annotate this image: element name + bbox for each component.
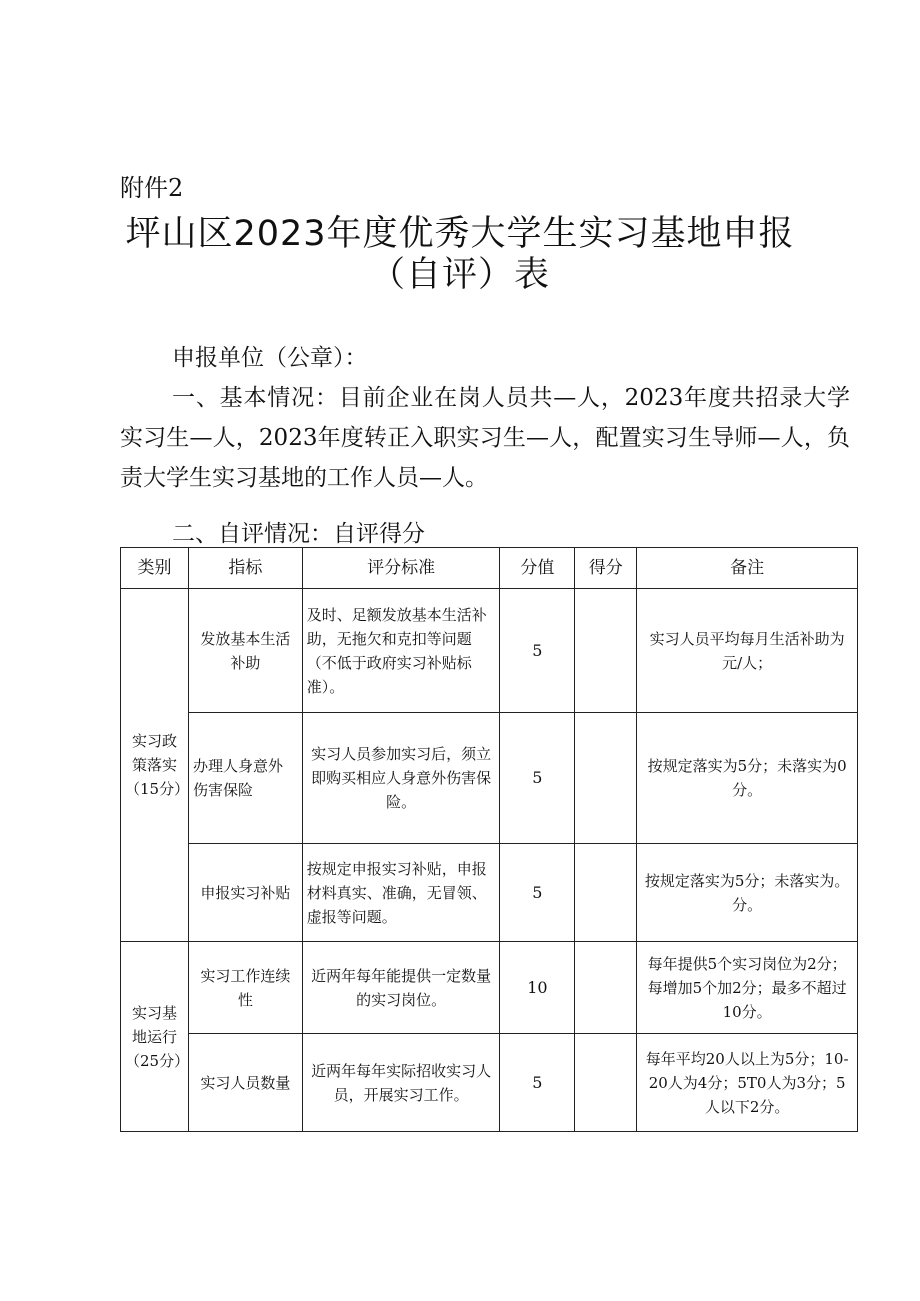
note-cell: 按规定落实为5分；未落实为。分。: [637, 844, 858, 942]
value-cell: 5: [500, 1034, 575, 1132]
score-cell[interactable]: [575, 713, 637, 844]
note-cell: 每年平均20人以上为5分；10-20人为4分；5T0人为3分；5人以下2分。: [637, 1034, 858, 1132]
score-cell[interactable]: [575, 1034, 637, 1132]
indicator-cell: 实习人员数量: [188, 1034, 302, 1132]
header-score: 得分: [575, 548, 637, 589]
basic-info-paragraph: 一、基本情况：目前企业在岗人员共—人，2023年度共招录大学实习生—人，2023年度转正入职实习生—人，配置实习生导师—人，负责大学生实习基地的工作人员—人。: [120, 385, 850, 491]
note-cell: 实习人员平均每月生活补助为 元/人；: [637, 589, 858, 713]
note-cell: 每年提供5个实习岗位为2分；每增加5个加2分；最多不超过10分。: [637, 942, 858, 1034]
indicator-cell: 办理人身意外伤害保险: [188, 713, 302, 844]
value-cell: 5: [500, 844, 575, 942]
header-category: 类别: [121, 548, 189, 589]
table-header-row: [121, 548, 858, 589]
category-operation: 实习基地运行（25分）: [121, 942, 189, 1132]
page-title: 坪山区2023年度优秀大学生实习基地申报: [125, 214, 795, 254]
self-eval-heading: 二、自评情况：自评得分: [172, 521, 425, 547]
header-value: 分值: [500, 548, 575, 589]
standard-cell: 及时、足额发放基本生活补助，无拖欠和克扣等问题（不低于政府实习补贴标准）。: [302, 589, 500, 713]
table-row: [121, 844, 858, 942]
score-cell[interactable]: [575, 589, 637, 713]
standard-cell: 近两年每年实际招收实习人员，开展实习工作。: [302, 1034, 500, 1132]
value-cell: 5: [500, 713, 575, 844]
applicant-unit: 申报单位（公章）：: [172, 345, 368, 371]
standard-cell: 按规定申报实习补贴，申报材料真实、准确，无冒领、虚报等问题。: [302, 844, 500, 942]
standard-cell: 实习人员参加实习后，须立即购买相应人身意外伤害保险。: [302, 713, 500, 844]
table-row: [121, 1034, 858, 1132]
page-subtitle: （自评）表: [369, 255, 550, 295]
score-cell[interactable]: [575, 942, 637, 1034]
table-row: [121, 589, 858, 713]
value-cell: 5: [500, 589, 575, 713]
evaluation-table: [120, 547, 890, 1132]
header-note: 备注: [637, 548, 858, 589]
note-cell: 按规定落实为5分；未落实为0分。: [637, 713, 858, 844]
attachment-label: 附件2: [120, 174, 184, 202]
header-indicator: 指标: [188, 548, 302, 589]
category-policy: 实习政策落实（15分）: [121, 589, 189, 942]
value-cell: 10: [500, 942, 575, 1034]
indicator-cell: 实习工作连续性: [188, 942, 302, 1034]
indicator-cell: 发放基本生活补助: [188, 589, 302, 713]
table-row: [121, 713, 858, 844]
table-row: [121, 942, 858, 1034]
indicator-cell: 申报实习补贴: [188, 844, 302, 942]
score-cell[interactable]: [575, 844, 637, 942]
header-standard: 评分标准: [302, 548, 500, 589]
standard-cell: 近两年每年能提供一定数量的实习岗位。: [302, 942, 500, 1034]
